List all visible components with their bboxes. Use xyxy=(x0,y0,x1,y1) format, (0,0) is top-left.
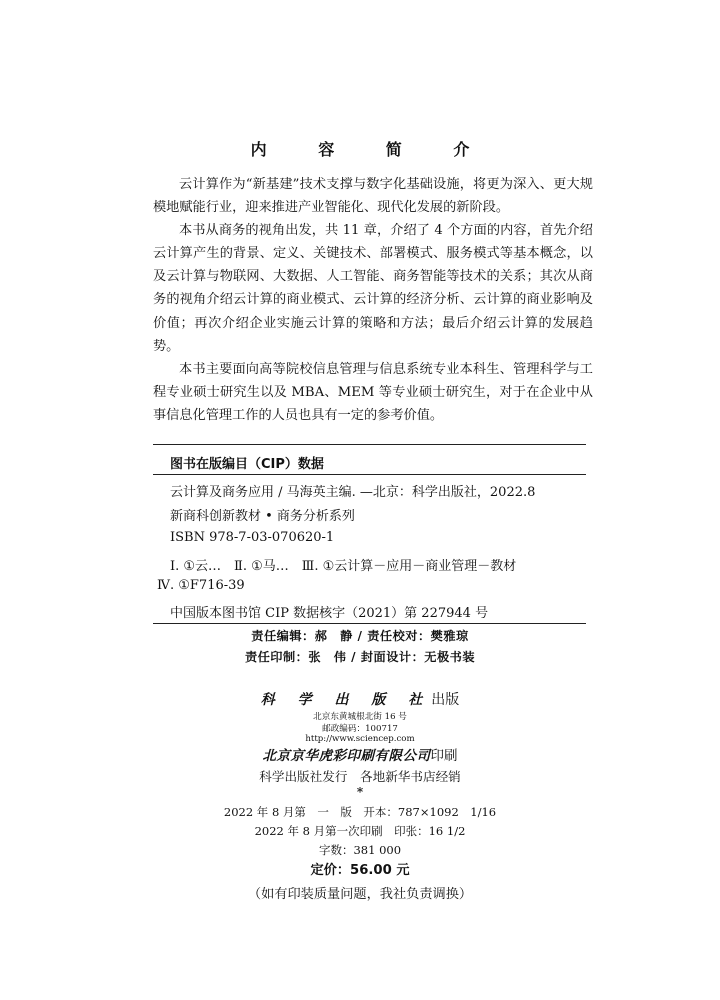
production-credits: 责任印制：张 伟 / 封面设计：无极书装 xyxy=(244,650,476,664)
cip-line: ISBN 978-7-03-070620-1 xyxy=(170,530,335,545)
word-count: 字数：381 000 xyxy=(318,843,402,857)
editor-credits: 责任编辑：郝 静 / 责任校对：樊雅琼 xyxy=(251,629,469,643)
printing-line: 2022 年 8 月第一次印刷 印张：16 1/2 xyxy=(254,824,466,838)
quality-notice: （如有印装质量问题，我社负责调换） xyxy=(247,887,473,902)
distribution-line: 科学出版社发行 各地新华书店经销 xyxy=(259,769,461,784)
printer-name: 北京京华虎彩印刷有限公司 xyxy=(262,748,431,764)
cip-heading: 图书在版编目（CIP）数据 xyxy=(170,457,324,472)
cip-bottom-rule xyxy=(153,623,586,624)
cip-line: Ⅳ. ①F716-39 xyxy=(157,578,245,593)
printer-line xyxy=(0,744,720,764)
page-title: 内 容 简 介 xyxy=(250,140,493,159)
publisher-name: 科 学 出 版 社 xyxy=(260,692,432,708)
edition-line: 2022 年 8 月第 一 版 开本：787×1092 1/16 xyxy=(223,805,497,819)
cip-line: Ⅰ. ①云… Ⅱ. ①马… Ⅲ. ①云计算－应用－商业管理－教材 xyxy=(170,559,517,574)
summary-section xyxy=(153,173,593,427)
publisher-suffix: 出版 xyxy=(431,692,460,708)
separator-star: * xyxy=(356,785,364,799)
printer-suffix: 印刷 xyxy=(430,748,458,764)
price: 定价：56.00 元 xyxy=(310,863,410,878)
publisher-address: 北京东黄城根北街 16 号 xyxy=(313,712,407,722)
summary-paragraph: 本书主要面向高等院校信息管理与信息系统专业本科生、管理科学与工程专业硕士研究生以及 MBA、MEM 等专业硕士研究生，对于在企业中从事信息化管理工作的人员也具有一定的参考价值。 xyxy=(153,361,593,423)
summary-paragraph: 本书从商务的视角出发，共 11 章，介绍了 4 个方面的内容，首先介绍云计算产生的背景、定义、关键技术、部署模式、服务模式等基本概念，以及云计算与物联网、大数据、人工智能、商务智能等技术的关系；其次从商务的视角介绍云计算的商业模式、云计算的经济分析、云计算的商业影响及价值；再次介绍企业实施云计算的策略和方法；最后介绍云计算的发展趋势。 xyxy=(153,223,593,354)
cip-heading-rule xyxy=(153,474,586,475)
cip-line: 中国版本图书馆 CIP 数据核字（2021）第 227944 号 xyxy=(170,606,489,621)
publisher-url: http://www.sciencep.com xyxy=(305,734,415,744)
summary-paragraph: 云计算作为“新基建”技术支撑与数字化基础设施，将更为深入、更大规模地赋能行业，迎来推进产业智能化、现代化发展的新阶段。 xyxy=(153,177,593,216)
cip-top-rule xyxy=(153,444,586,445)
cip-line: 新商科创新教材 • 商务分析系列 xyxy=(170,509,355,524)
publisher-postcode: 邮政编码：100717 xyxy=(322,724,398,734)
publisher-line xyxy=(0,689,720,709)
cip-line: 云计算及商务应用 / 马海英主编. —北京：科学出版社，2022.8 xyxy=(170,485,536,500)
